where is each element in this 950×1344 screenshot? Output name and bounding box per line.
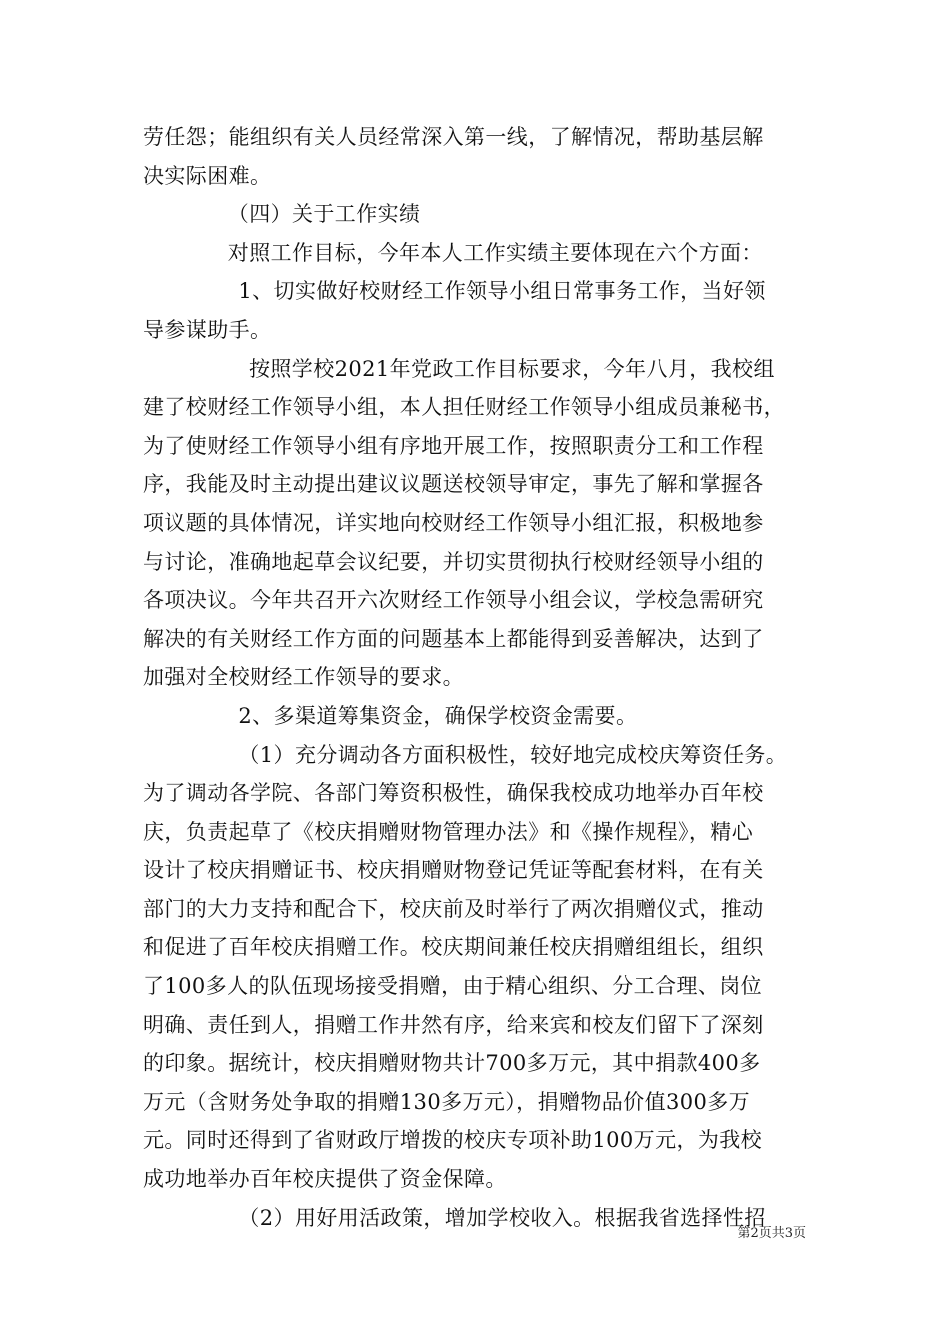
text-line: 与讨论，准确地起草会议纪要，并切实贯彻执行校财经领导小组的 [143, 549, 764, 574]
text-line: 序，我能及时主动提出建议议题送校领导审定，事先了解和掌握各 [143, 472, 764, 497]
text-line: 建了校财经工作领导小组，本人担任财经工作领导小组成员兼秘书， [143, 395, 785, 420]
text-line: 项议题的具体情况，详实地向校财经工作领导小组汇报，积极地参 [143, 510, 764, 535]
text-line: 为了调动各学院、各部门筹资积极性，确保我校成功地举办百年校 [143, 781, 764, 806]
text-line: 庆，负责起草了《校庆捐赠财物管理办法》和《操作规程》，精心 [143, 819, 754, 844]
text-line: 万元（含财务处争取的捐赠130多万元），捐赠物品价值300多万 [143, 1089, 751, 1114]
text-line: 决实际困难。 [143, 163, 272, 188]
text-line: （四）关于工作实绩 [227, 202, 421, 227]
text-line: 导参谋助手。 [143, 317, 272, 342]
text-line: （1）充分调动各方面积极性，较好地完成校庆筹资任务。 [238, 742, 788, 767]
text-line: 解决的有关财经工作方面的问题基本上都能得到妥善解决，达到了 [143, 626, 764, 651]
text-line: 为了使财经工作领导小组有序地开展工作，按照职责分工和工作程 [143, 433, 764, 458]
text-line: 按照学校2021年党政工作目标要求，今年八月，我校组 [249, 356, 775, 381]
text-line: 元。同时还得到了省财政厅增拨的校庆专项补助100万元，为我校 [143, 1128, 763, 1153]
page-footer: 第2页共3页 [737, 1226, 806, 1241]
text-line: 劳任怨；能组织有关人员经常深入第一线，了解情况，帮助基层解 [143, 125, 764, 149]
text-line: 2、多渠道筹集资金，确保学校资金需要。 [238, 703, 638, 728]
text-line: 部门的大力支持和配合下，校庆前及时举行了两次捐赠仪式，推动 [143, 896, 764, 921]
text-line: 1、切实做好校财经工作领导小组日常事务工作，当好领 [238, 279, 766, 304]
text-line: 成功地举办百年校庆提供了资金保障。 [143, 1167, 507, 1192]
text-line: 明确、责任到人，捐赠工作井然有序，给来宾和校友们留下了深刻 [143, 1012, 764, 1037]
text-line: 了100多人的队伍现场接受捐赠，由于精心组织、分工合理、岗位 [143, 974, 763, 999]
text-line: 的印象。据统计，校庆捐赠财物共计700多万元，其中捐款400多 [143, 1051, 761, 1076]
document-body [143, 118, 807, 1237]
text-line: 各项决议。今年共召开六次财经工作领导小组会议，学校急需研究 [143, 588, 764, 613]
text-line: 和促进了百年校庆捐赠工作。校庆期间兼任校庆捐赠组组长，组织 [143, 935, 764, 960]
text-line: 设计了校庆捐赠证书、校庆捐赠财物登记凭证等配套材料，在有关 [143, 858, 764, 883]
text-line: （2）用好用活政策，增加学校收入。根据我省选择性招 [238, 1205, 766, 1230]
text-line: 加强对全校财经工作领导的要求。 [143, 665, 464, 690]
text-line: 对照工作目标，今年本人工作实绩主要体现在六个方面： [227, 240, 763, 265]
